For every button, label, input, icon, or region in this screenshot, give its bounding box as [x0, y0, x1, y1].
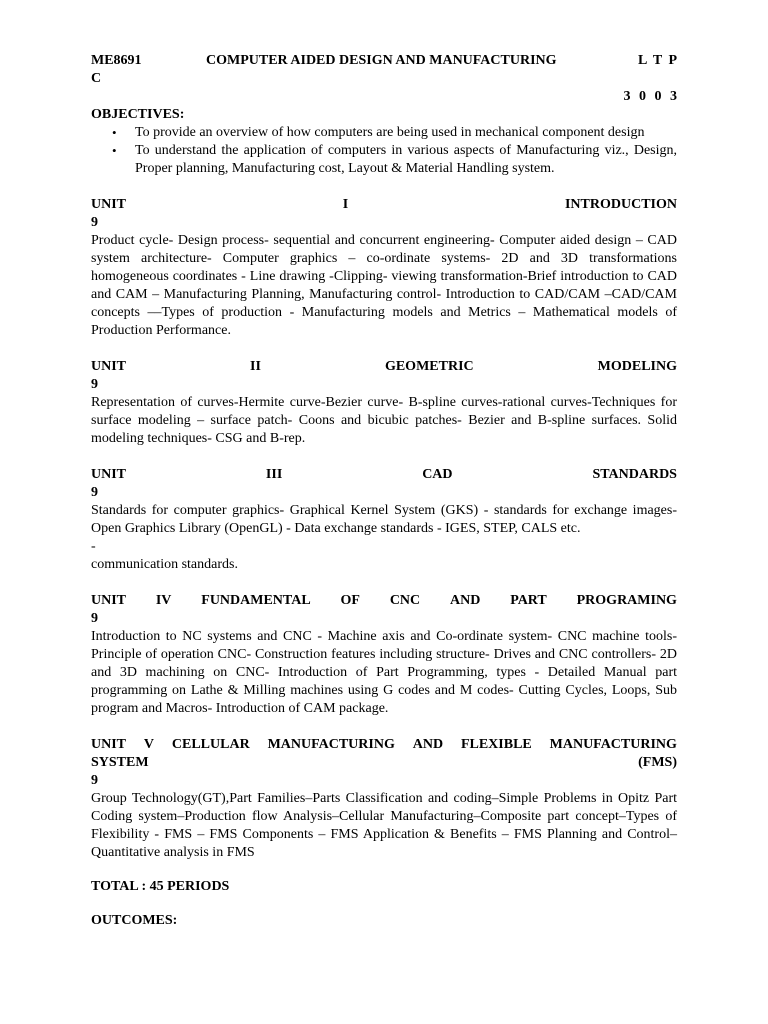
- unit-1-content: Product cycle- Design process- sequential and concurrent engineering- Computer aided design – CAD system architecture- Computer graphics – co-ordinate systems- 2D and 3D transformations homogeneous coordinates - Line drawing -Clipping- viewing transformation-Brief introduction to CAD and CAM – Manufacturing Planning, Manufacturing control- Introduction to CAD/CAM –CAD/CAM concepts ––Types of production - Manufacturing models and Metrics – Mathematical models of Production Performance.: [91, 233, 677, 338]
- unit-1-hours: 9: [91, 215, 98, 230]
- unit-2-heading: UNIT II GEOMETRIC MODELING: [91, 359, 677, 374]
- list-item: [91, 142, 677, 178]
- credit-c-label: C: [91, 71, 102, 86]
- credits-values: 3 0 0 3: [623, 89, 677, 104]
- ltp-label: L T P: [638, 53, 677, 68]
- objectives-list: [91, 124, 677, 178]
- unit-2-hours: 9: [91, 377, 98, 392]
- unit-4-heading: UNIT IV FUNDAMENTAL OF CNC AND PART PROGRAMING: [91, 593, 677, 608]
- course-title: COMPUTER AIDED DESIGN AND MANUFACTURING: [206, 53, 557, 68]
- unit-3-hours: 9: [91, 485, 98, 500]
- unit-5-heading: UNIT V CELLULAR MANUFACTURING AND FLEXIBLE MANUFACTURING: [91, 737, 677, 752]
- bullet-icon: •: [112, 143, 117, 158]
- objective-text: To understand the application of computers in various aspects of Manufacturing viz., Design, Proper planning, Manufacturing cost, Layout & Material Handling system.: [135, 143, 677, 176]
- unit-5-content: Group Technology(GT),Part Families–Parts Classification and coding–Simple Problems in Opitz Part Coding system–Production flow Analysis–Cellular Manufacturing–Composite part concept–Types of Flexibility - FMS – FMS Components – FMS Application & Benefits – FMS Planning and Control– Quantitative analysis in FMS: [91, 791, 677, 860]
- unit-5-hours: 9: [91, 773, 98, 788]
- unit-2-content: Representation of curves-Hermite curve-Bezier curve- B-spline curves-rational curves-Techniques for surface modeling – surface patch- Coons and bicubic patches- Bezier and B-spline surfaces. Solid modeling techniques- CSG and B-rep.: [91, 395, 677, 446]
- unit-3-dash: -: [91, 539, 96, 554]
- unit-4-hours: 9: [91, 611, 98, 626]
- unit-3-heading: UNIT III CAD STANDARDS: [91, 467, 677, 482]
- course-header: [91, 52, 677, 70]
- unit-5-heading-cont: SYSTEM (FMS): [91, 755, 677, 770]
- unit-4-content: Introduction to NC systems and CNC - Machine axis and Co-ordinate system- CNC machine tools- Principle of operation CNC- Construction features including structure- Drives and CNC controllers- 2D and 3D machining on CNC- Introduction of Part Programming, types - Detailed Manual part programming on Lathe & Milling machines using G codes and M codes- Cutting Cycles, Loops, Sub program and Macros- Introduction of CAM package.: [91, 629, 677, 716]
- objective-text: To provide an overview of how computers are being used in mechanical component design: [135, 125, 645, 140]
- total-periods: TOTAL : 45 PERIODS: [91, 879, 230, 894]
- syllabus-content: [91, 52, 677, 930]
- unit-1-heading: UNIT I INTRODUCTION: [91, 197, 677, 212]
- course-code: ME8691: [91, 53, 142, 68]
- objectives-heading: OBJECTIVES:: [91, 107, 185, 122]
- bullet-icon: •: [112, 125, 117, 140]
- list-item: [91, 124, 677, 142]
- unit-3-content-cont: communication standards.: [91, 557, 238, 572]
- outcomes-heading: OUTCOMES:: [91, 913, 178, 928]
- unit-3-content: Standards for computer graphics- Graphical Kernel System (GKS) - standards for exchange images- Open Graphics Library (OpenGL) - Data exchange standards - IGES, STEP, CALS etc.: [91, 503, 677, 536]
